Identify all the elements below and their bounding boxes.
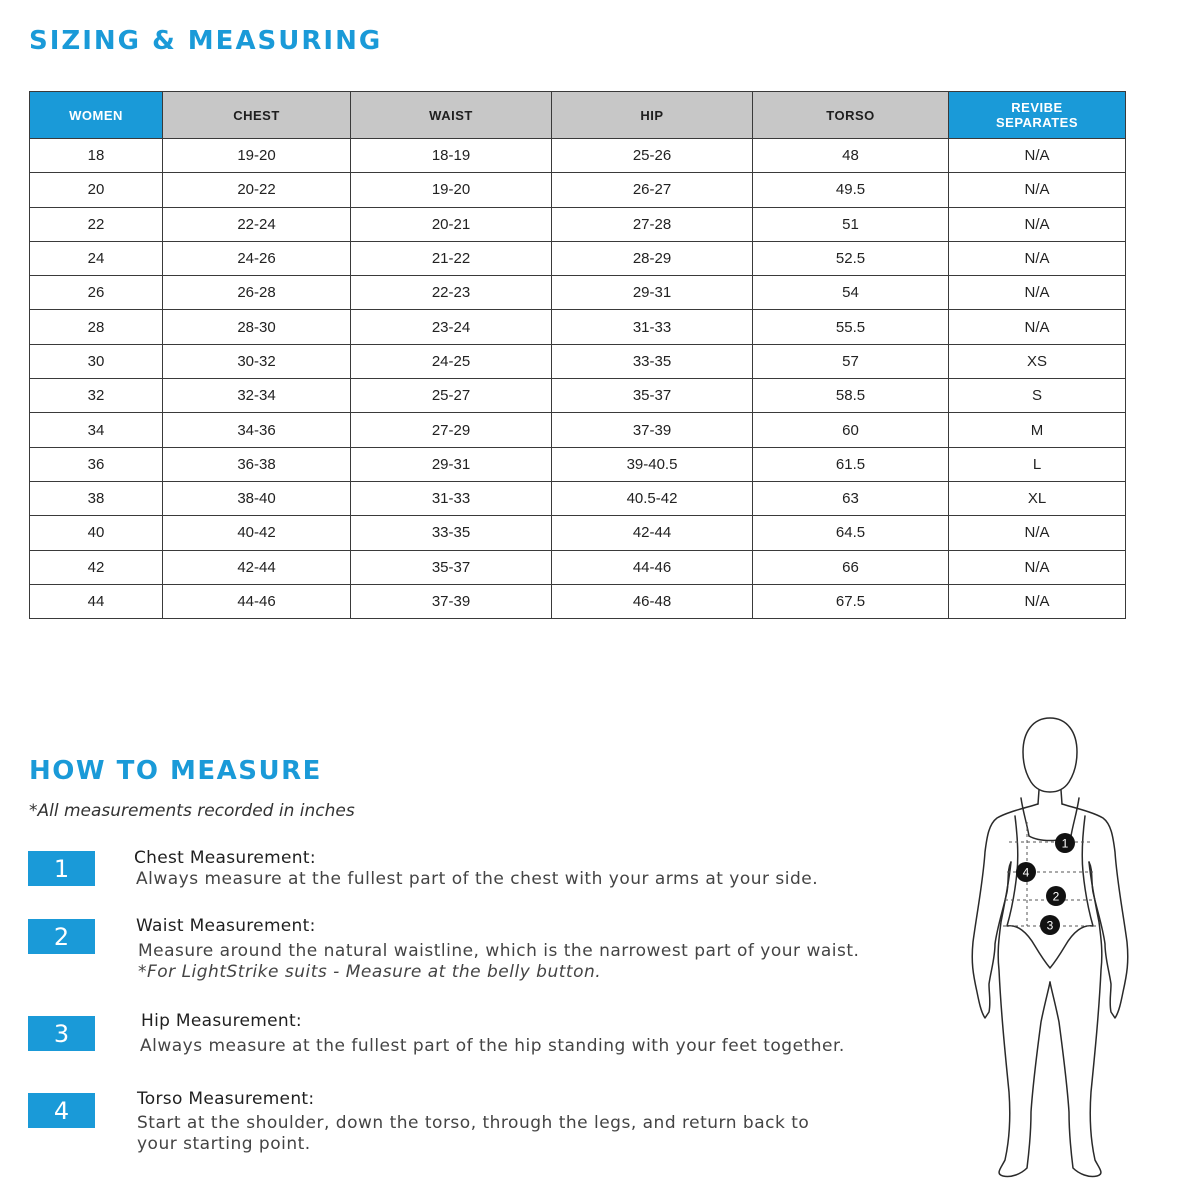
step-3-description: Always measure at the fullest part of the hip standing with your feet together. — [140, 1036, 845, 1056]
step-2-title: Waist Measurement: — [136, 916, 316, 936]
table-cell: 22-24 — [163, 207, 351, 241]
table-cell: 40-42 — [163, 516, 351, 550]
column-header-waist: WAIST — [351, 92, 552, 139]
table-cell: 30-32 — [163, 344, 351, 378]
table-cell: 29-31 — [351, 447, 552, 481]
table-cell: 44-46 — [552, 550, 753, 584]
step-3-number: 3 — [28, 1016, 95, 1051]
step-4-description: Start at the shoulder, down the torso, through the legs, and return back to your starting point. — [137, 1113, 810, 1154]
table-cell: 19-20 — [163, 139, 351, 173]
table-row — [30, 481, 1126, 515]
table-cell: 55.5 — [753, 310, 949, 344]
table-cell: N/A — [949, 550, 1126, 584]
marker-4-label: 4 — [1022, 865, 1030, 880]
measurement-markers — [1016, 833, 1075, 935]
table-body — [30, 139, 1126, 619]
table-cell: N/A — [949, 173, 1126, 207]
table-cell: N/A — [949, 241, 1126, 275]
step-2-number: 2 — [28, 919, 95, 954]
table-cell: 28 — [30, 310, 163, 344]
table-row — [30, 207, 1126, 241]
table-cell: 42-44 — [552, 516, 753, 550]
step-3-title: Hip Measurement: — [141, 1011, 302, 1031]
table-cell: 60 — [753, 413, 949, 447]
how-to-measure-title: HOW TO MEASURE — [29, 756, 322, 786]
table-cell: 20-22 — [163, 173, 351, 207]
step-4-number: 4 — [28, 1093, 95, 1128]
units-note: *All measurements recorded in inches — [29, 801, 355, 821]
table-cell: 24 — [30, 241, 163, 275]
table-cell: 33-35 — [351, 516, 552, 550]
step-2-sub-note: *For LightStrike suits - Measure at the belly button. — [138, 962, 602, 982]
table-cell: 63 — [753, 481, 949, 515]
table-row — [30, 413, 1126, 447]
page-title: SIZING & MEASURING — [29, 26, 383, 56]
table-cell: 46-48 — [552, 584, 753, 618]
table-cell: L — [949, 447, 1126, 481]
marker-3-label: 3 — [1046, 918, 1054, 933]
table-row — [30, 379, 1126, 413]
size-chart-table — [29, 91, 1126, 619]
column-header-revibe: REVIBE SEPARATES — [949, 92, 1126, 139]
table-cell: 64.5 — [753, 516, 949, 550]
step-1-description: Always measure at the fullest part of the chest with your arms at your side. — [136, 869, 819, 889]
table-cell: M — [949, 413, 1126, 447]
table-cell: 33-35 — [552, 344, 753, 378]
table-cell: XS — [949, 344, 1126, 378]
table-cell: 22 — [30, 207, 163, 241]
column-header-torso: TORSO — [753, 92, 949, 139]
table-row — [30, 276, 1126, 310]
table-cell: 36 — [30, 447, 163, 481]
step-1-title: Chest Measurement: — [134, 848, 316, 868]
table-cell: 58.5 — [753, 379, 949, 413]
table-cell: 18 — [30, 139, 163, 173]
table-cell: N/A — [949, 584, 1126, 618]
table-cell: 35-37 — [351, 550, 552, 584]
table-cell: 28-30 — [163, 310, 351, 344]
table-cell: 44-46 — [163, 584, 351, 618]
table-cell: 25-26 — [552, 139, 753, 173]
step-4-title: Torso Measurement: — [137, 1089, 315, 1109]
table-cell: 31-33 — [552, 310, 753, 344]
table-cell: 25-27 — [351, 379, 552, 413]
table-cell: 39-40.5 — [552, 447, 753, 481]
table-cell: 20 — [30, 173, 163, 207]
table-row — [30, 139, 1126, 173]
table-row — [30, 344, 1126, 378]
table-cell: 28-29 — [552, 241, 753, 275]
table-cell: 67.5 — [753, 584, 949, 618]
table-cell: 30 — [30, 344, 163, 378]
table-cell: 27-29 — [351, 413, 552, 447]
table-cell: XL — [949, 481, 1126, 515]
table-row — [30, 584, 1126, 618]
table-cell: N/A — [949, 139, 1126, 173]
table-cell: 36-38 — [163, 447, 351, 481]
table-cell: 18-19 — [351, 139, 552, 173]
table-cell: 38 — [30, 481, 163, 515]
table-cell: 22-23 — [351, 276, 552, 310]
column-header-women: WOMEN — [30, 92, 163, 139]
table-header-row — [30, 92, 1126, 139]
table-cell: 26-28 — [163, 276, 351, 310]
table-cell: 34 — [30, 413, 163, 447]
table-cell: 52.5 — [753, 241, 949, 275]
step-2-description — [138, 941, 859, 983]
table-cell: 61.5 — [753, 447, 949, 481]
table-cell: 34-36 — [163, 413, 351, 447]
table-cell: N/A — [949, 310, 1126, 344]
table-cell: 32-34 — [163, 379, 351, 413]
table-row — [30, 241, 1126, 275]
table-cell: 44 — [30, 584, 163, 618]
table-cell: 66 — [753, 550, 949, 584]
table-cell: 40.5-42 — [552, 481, 753, 515]
table-cell: 21-22 — [351, 241, 552, 275]
step-1-number: 1 — [28, 851, 95, 886]
table-cell: 37-39 — [351, 584, 552, 618]
table-row — [30, 550, 1126, 584]
table-cell: 27-28 — [552, 207, 753, 241]
table-cell: N/A — [949, 207, 1126, 241]
column-header-hip: HIP — [552, 92, 753, 139]
table-cell: 29-31 — [552, 276, 753, 310]
marker-1-label: 1 — [1061, 836, 1069, 851]
marker-2-label: 2 — [1052, 889, 1060, 904]
table-cell: 31-33 — [351, 481, 552, 515]
column-header-chest: CHEST — [163, 92, 351, 139]
table-cell: 24-25 — [351, 344, 552, 378]
table-cell: 32 — [30, 379, 163, 413]
table-row — [30, 516, 1126, 550]
table-cell: 37-39 — [552, 413, 753, 447]
table-cell: 42 — [30, 550, 163, 584]
body-figure-illustration — [955, 712, 1145, 1182]
table-cell: 19-20 — [351, 173, 552, 207]
table-cell: 38-40 — [163, 481, 351, 515]
table-cell: N/A — [949, 276, 1126, 310]
table-cell: S — [949, 379, 1126, 413]
table-cell: 54 — [753, 276, 949, 310]
table-cell: 42-44 — [163, 550, 351, 584]
table-cell: 35-37 — [552, 379, 753, 413]
table-row — [30, 447, 1126, 481]
table-row — [30, 173, 1126, 207]
table-cell: 24-26 — [163, 241, 351, 275]
table-cell: 40 — [30, 516, 163, 550]
table-cell: 26-27 — [552, 173, 753, 207]
table-cell: 48 — [753, 139, 949, 173]
table-cell: 23-24 — [351, 310, 552, 344]
table-cell: 20-21 — [351, 207, 552, 241]
table-cell: 26 — [30, 276, 163, 310]
table-cell: 51 — [753, 207, 949, 241]
table-cell: 57 — [753, 344, 949, 378]
table-cell: N/A — [949, 516, 1126, 550]
step-2-desc-text: Measure around the natural waistline, which is the narrowest part of your waist. — [138, 941, 860, 961]
table-cell: 49.5 — [753, 173, 949, 207]
table-row — [30, 310, 1126, 344]
